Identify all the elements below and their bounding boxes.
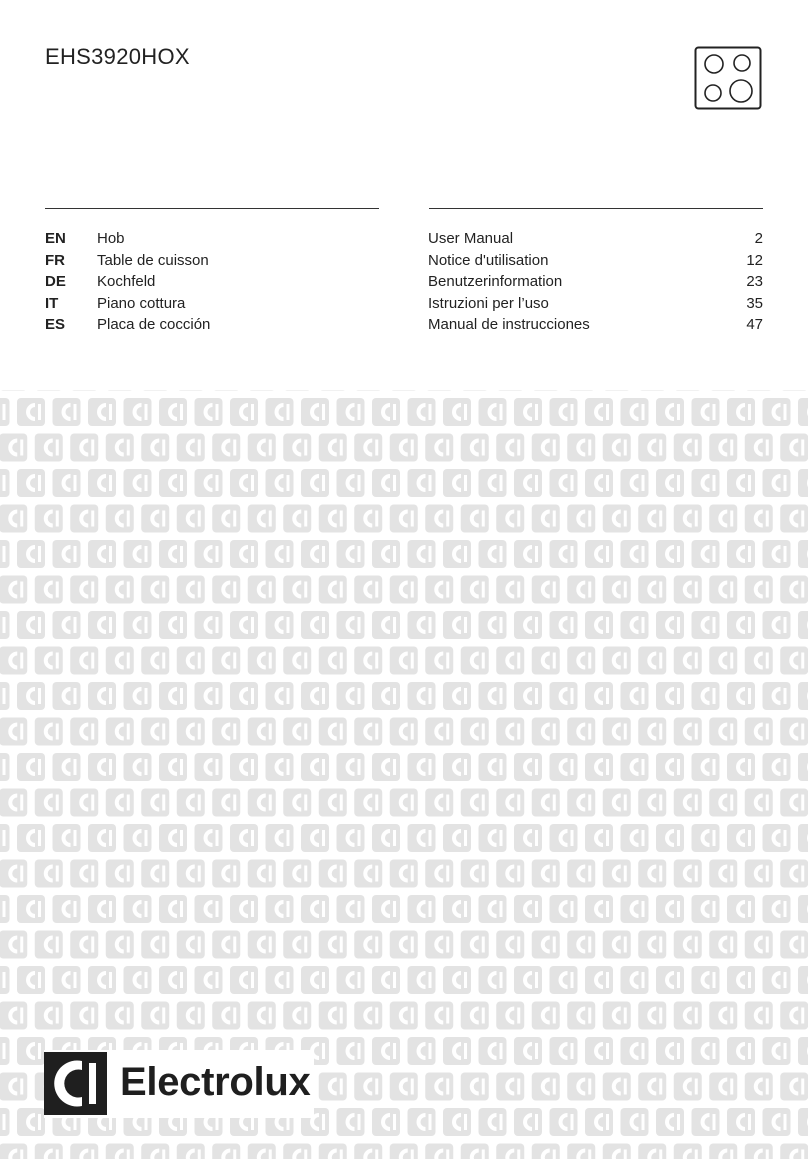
language-row — [45, 230, 763, 252]
brand-logo — [44, 1050, 324, 1118]
page-number: 47 — [746, 316, 763, 333]
page-number: 23 — [746, 273, 763, 290]
page-number: 35 — [746, 294, 763, 312]
document-type: User Manual — [428, 230, 514, 247]
language-code: ES — [45, 316, 66, 333]
document-type: Manual de instrucciones — [428, 316, 590, 333]
model-number: EHS3920HOX — [45, 44, 190, 69]
brand-name: Electrolux — [120, 1060, 311, 1104]
document-type: Notice d'utilisation — [428, 251, 549, 269]
product-name: Piano cottura — [97, 294, 186, 312]
document-type: Benutzerinformation — [428, 273, 563, 290]
product-name: Hob — [97, 230, 125, 247]
language-row — [45, 273, 763, 295]
product-name: Placa de cocción — [97, 316, 211, 333]
page-number: 12 — [746, 251, 763, 269]
language-code: IT — [45, 294, 59, 312]
divider-right — [429, 208, 763, 209]
page-number: 2 — [754, 230, 763, 247]
language-code: EN — [45, 230, 66, 247]
language-index — [45, 230, 763, 338]
document-type: Istruzioni per l’uso — [428, 294, 549, 312]
language-row — [45, 316, 763, 338]
language-code: DE — [45, 273, 66, 290]
language-row — [45, 295, 763, 317]
product-name: Kochfeld — [97, 273, 156, 290]
divider-left — [45, 208, 379, 209]
language-code: FR — [45, 251, 65, 269]
product-name: Table de cuisson — [97, 251, 209, 269]
language-row — [45, 252, 763, 274]
electrolux-logo-pattern-icon — [0, 390, 808, 1159]
hob-four-zones-icon — [694, 46, 762, 110]
electrolux-logo-icon — [44, 1052, 107, 1115]
